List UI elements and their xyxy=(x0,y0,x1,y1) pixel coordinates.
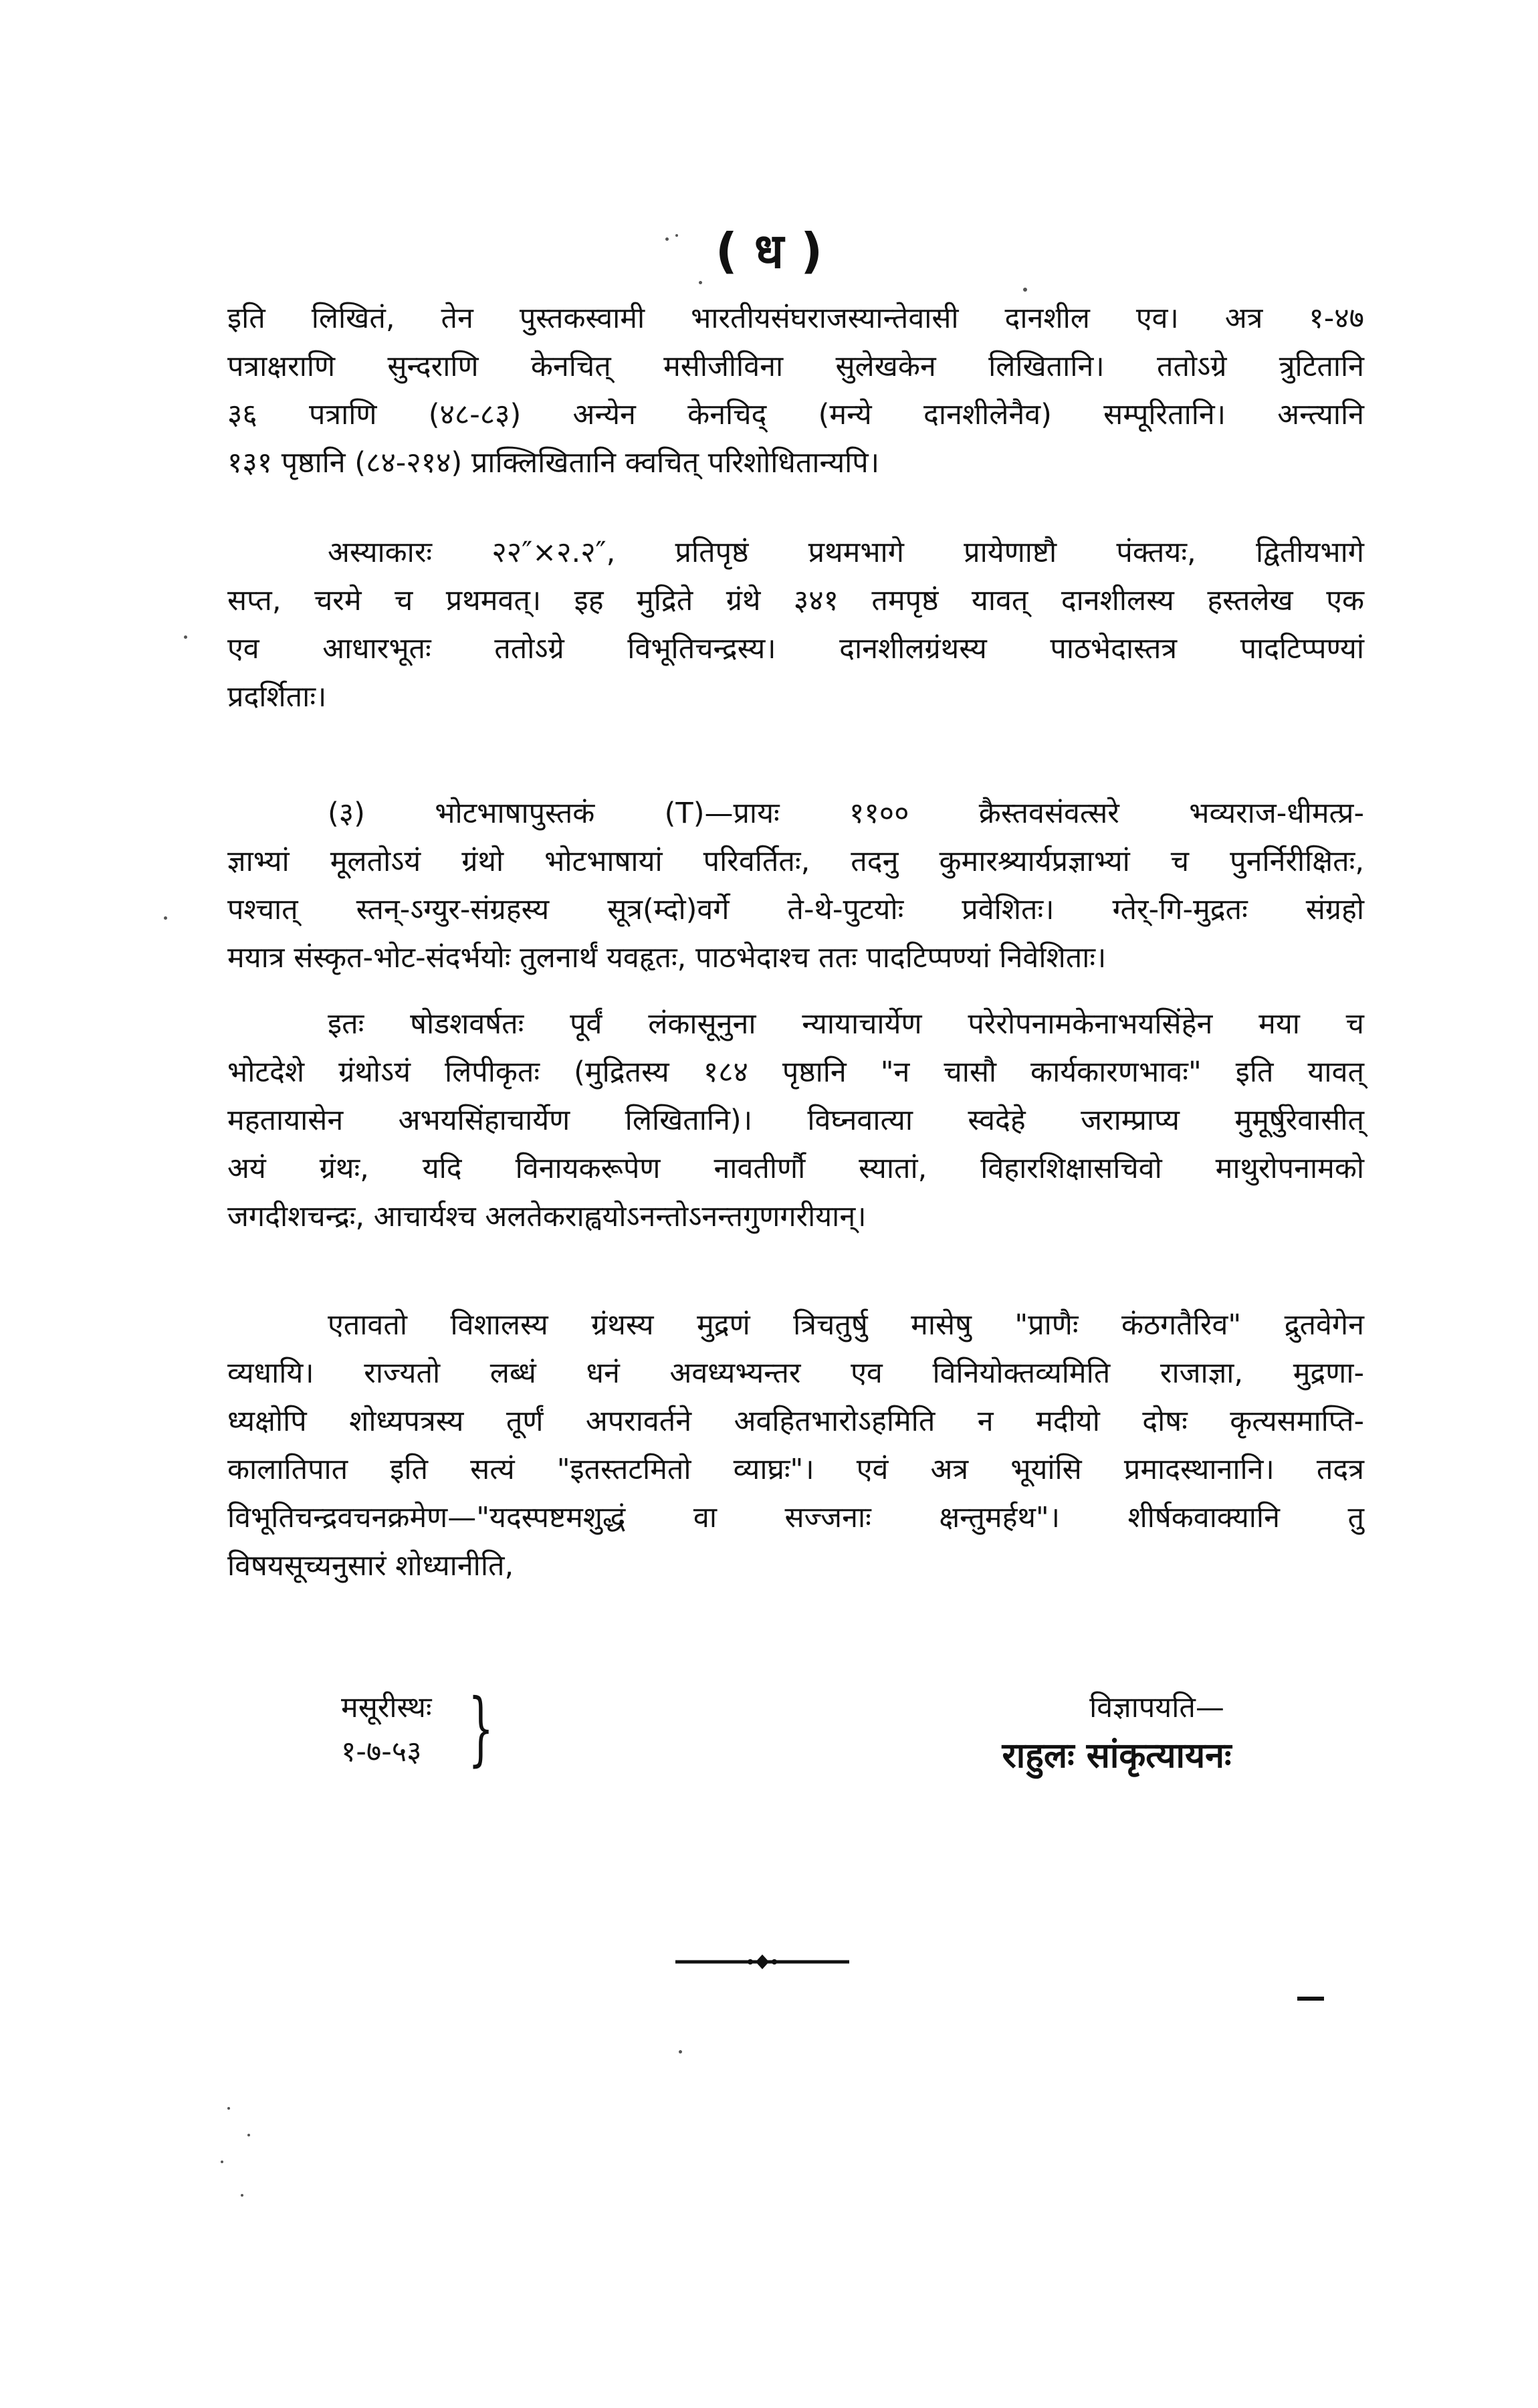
paper-speck xyxy=(184,635,187,639)
text-line: ३६ पत्राणि (४८-८३) अन्येन केनचिद् (मन्ये दानशीलेनैव) सम्पूरितानि। अन्त्यानि xyxy=(227,398,1364,431)
text-line: पश्चात् स्तन्-ऽग्युर-संग्रहस्य सूत्र(म्दो)वर्गे ते-थे-पुटयोः प्रवेशितः। ग्तेर्-गि-मुद्रतः संग्रहो xyxy=(227,893,1364,926)
text-line: कालातिपात इति सत्यं "इतस्तटमितो व्याघ्रः"। एवं अत्र भूयांसि प्रमादस्थानानि। तदत्र xyxy=(227,1453,1364,1486)
stray-mark xyxy=(1297,1997,1324,2001)
text-line: जगदीशचन्द्रः, आचार्यश्च अलतेकराह्वयोऽनन्तोऽनन्तगुणगरीयान्। xyxy=(227,1200,867,1233)
text-line: प्रदर्शिताः। xyxy=(227,680,327,714)
paper-speck xyxy=(679,2050,682,2053)
signature-place-date xyxy=(341,1686,432,1774)
paper-speck xyxy=(665,237,669,241)
text-line: व्यधायि। राज्यतो लब्धं धनं अवध्यभ्यन्तर एव विनियोक्तव्यमिति राजाज्ञा, मुद्रणा- xyxy=(227,1357,1364,1390)
text-line: भोटदेशे ग्रंथोऽयं लिपीकृतः (मुद्रितस्य १८४ पृष्ठानि "न चासौ कार्यकारणभावः" इति यावत् xyxy=(227,1056,1364,1089)
signature-role: विज्ञापयति— xyxy=(1089,1691,1224,1724)
paragraph-printing-apology xyxy=(227,1301,1364,1590)
text-line: पत्राक्षराणि सुन्दराणि केनचित् मसीजीविना सुलेखकेन लिखितानि। ततोऽग्रे त्रुटितानि xyxy=(227,350,1364,383)
signature-name: राहुलः सांकृत्यायनः xyxy=(1002,1736,1232,1776)
text-line: (३) भोटभाषापुस्तकं (T)—प्रायः ११०० क्रैस्तवसंवत्सरे भव्यराज-धीमत्प्र- xyxy=(328,797,1364,830)
text-line: एव आधारभूतः ततोऽग्रे विभूतिचन्द्रस्य। दानशीलग्रंथस्य पाठभेदास्तत्र पादटिप्पण्यां xyxy=(227,632,1364,666)
text-line: मयात्र संस्कृत-भोट-संदर्भयोः तुलनार्थं यवहृतः, पाठभेदाश्च ततः पादटिप्पण्यां निवेशिताः। xyxy=(227,941,1107,975)
text-line: १३१ पृष्ठानि (८४-२१४) प्राक्लिखितानि क्वचित् परिशोधितान्यपि। xyxy=(227,446,880,480)
paper-speck xyxy=(241,2194,243,2197)
paper-speck xyxy=(247,2134,250,2136)
text-line: अयं ग्रंथः, यदि विनायकरूपेण नावतीर्णौ स्यातां, विहारशिक्षासचिवो माथुरोपनामको xyxy=(227,1152,1364,1185)
paragraph-tibetan-book xyxy=(227,789,1364,982)
text-line: ध्यक्षोपि शोध्यपत्रस्य तूर्णं अपरावर्तने अवहितभारोऽहमिति न मदीयो दोषः कृत्यसमाप्ति- xyxy=(227,1405,1364,1438)
paper-speck xyxy=(699,281,702,284)
text-line: विभूतिचन्द्रवचनक्रमेण—"यदस्पष्टमशुद्धं वा सज्जनाः क्षन्तुमर्हथ"। शीर्षकवाक्यानि तु xyxy=(227,1501,1364,1534)
text-line: इतः षोडशवर्षतः पूर्वं लंकासूनुना न्यायाचार्येण परेरोपनामकेनाभयसिंहेन मया च xyxy=(328,1007,1364,1041)
text-line: इति लिखितं, तेन पुस्तकस्वामी भारतीयसंघराजस्यान्तेवासी दानशील एव। अत्र १-४७ xyxy=(227,302,1364,335)
page-number: ( ध ) xyxy=(715,223,823,279)
paper-speck xyxy=(164,916,167,920)
paragraph-manuscript-description xyxy=(227,294,1364,487)
text-line: महतायासेन अभयसिंहाचार्येण लिखितानि)। विघ्नवात्या स्वदेहे जराम्प्राप्य मुमूर्षुरेवासीत् xyxy=(227,1104,1364,1137)
signature-place: मसूरीस्थः xyxy=(341,1691,432,1724)
paper-speck xyxy=(221,2161,223,2163)
text-line: ज्ञाभ्यां मूलतोऽयं ग्रंथो भोटभाषायां परिवर्तितः, तदनु कुमारश्र्यार्यप्रज्ञाभ्यां च पुनर्निरीक्षितः, xyxy=(227,845,1364,878)
text-line: सप्त, चरमे च प्रथमवत्। इह मुद्रिते ग्रंथे ३४१ तमपृष्ठं यावत् दानशीलस्य हस्तलेख एक xyxy=(227,584,1364,617)
paragraph-manuscript-size xyxy=(227,528,1364,721)
signature-block xyxy=(909,1686,1324,1782)
text-line: अस्याकारः २२″×२.२″, प्रतिपृष्ठं प्रथमभागे प्रायेणाष्टौ पंक्तयः, द्वितीयभागे xyxy=(328,536,1364,569)
curly-brace-icon: } xyxy=(468,1682,494,1775)
paper-speck xyxy=(227,2107,230,2110)
paragraph-history xyxy=(227,1000,1364,1241)
signature-date: १-७-५३ xyxy=(341,1735,422,1769)
paper-speck xyxy=(675,234,678,237)
text-line: विषयसूच्यनुसारं शोध्यानीति, xyxy=(227,1549,514,1583)
text-line: एतावतो विशालस्य ग्रंथस्य मुद्रणं त्रिचतुर्षु मासेषु "प्राणैः कंठगतैरिव" द्रुतवेगेन xyxy=(328,1308,1364,1342)
paper-speck xyxy=(1023,288,1027,292)
ornament-divider-icon xyxy=(675,1952,849,1972)
